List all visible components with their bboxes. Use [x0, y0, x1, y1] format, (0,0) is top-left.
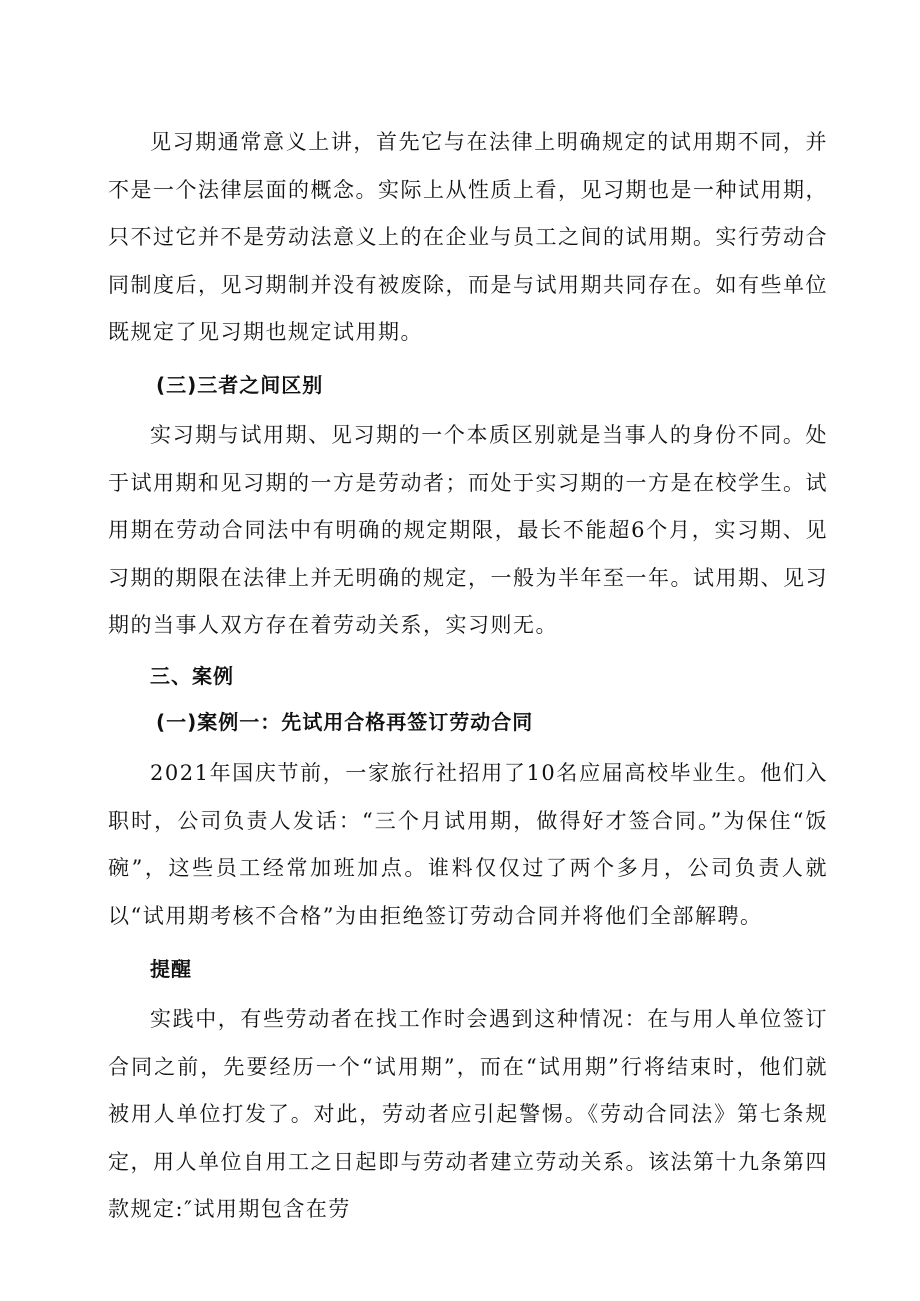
- reminder-heading: 提醒: [150, 957, 192, 981]
- paragraph-reminder: 实践中，有些劳动者在找工作时会遇到这种情况：在与用人单位签订合同之前，先要经历一个“试用期”，而在“试用期”行将结束时，他们就被用人单位打发了。对此，劳动者应引起警惕。《劳动合同法》第七条规定，用人单位自用工之日起即与劳动者建立劳动关系。该法第十九条第四款规定:″试用期包含在劳: [108, 1007, 828, 1221]
- case-one-heading: (一)案例一：先试用合格再签订劳动合同: [156, 710, 534, 734]
- section-heading-differences: (三)三者之间区别: [156, 373, 324, 397]
- paragraph-differences: 实习期与试用期、见习期的一个本质区别就是当事人的身份不同。处于试用期和见习期的一方是劳动者；而处于实习期的一方是在校学生。试用期在劳动合同法中有明确的规定期限，最长不能超6个月，实习期、见习期的期限在法律上并无明确的规定，一般为半年至一年。试用期、见习期的当事人双方存在着劳动关系，实习则无。: [108, 423, 828, 637]
- paragraph-case-one: 2021年国庆节前，一家旅行社招用了10名应届高校毕业生。他们入职时，公司负责人发话：“三个月试用期，做得好才签合同。”为保住“饭碗”，这些员工经常加班加点。谁料仅仅过了两个多月，公司负责人就以“试用期考核不合格”为由拒绝签订劳动合同并将他们全部解聘。: [108, 761, 828, 928]
- paragraph-internship-definition: 见习期通常意义上讲，首先它与在法律上明确规定的试用期不同，并不是一个法律层面的概念。实际上从性质上看，见习期也是一种试用期，只不过它并不是劳动法意义上的在企业与员工之间的试用期。实行劳动合同制度后，见习期制并没有被废除，而是与试用期共同存在。如有些单位既规定了见习期也规定试用期。: [108, 130, 828, 344]
- section-heading-cases: 三、案例: [150, 664, 234, 688]
